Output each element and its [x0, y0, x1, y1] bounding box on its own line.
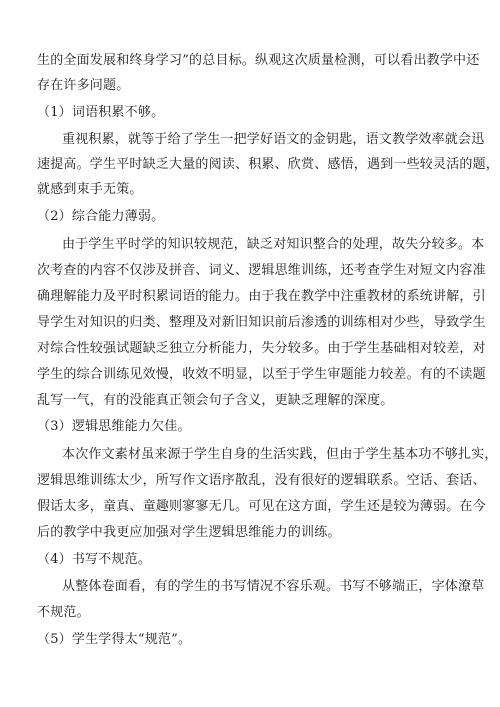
- section-2-line-5: 对综合性较强试题缺乏独立分析能力，失分较多。由于学生基础相对较差，对: [37, 341, 486, 356]
- intro-line-2: 存在许多问题。: [37, 78, 130, 93]
- section-heading-4: （4）书写不规范。: [37, 552, 152, 567]
- section-4-line-1: 从整体卷面看，有的学生的书写情况不容乐观。书写不够端正，字体潦草: [62, 579, 485, 594]
- section-3-line-4: 后的教学中我更应加强对学生逻辑思维能力的训练。: [37, 525, 341, 540]
- section-2-line-2: 次考查的内容不仅涉及拼音、词义、逻辑思维训练，还考查学生对短文内容准: [37, 263, 486, 278]
- section-3-line-1: 本次作文素材虽来源于学生自身的生活实践，但由于学生基本功不够扎实，: [62, 447, 498, 462]
- section-2-line-7: 乱写一气，有的没能真正领会句子含义，更缺乏理解的深度。: [37, 393, 394, 408]
- section-heading-3: （3）逻辑思维能力欠佳。: [37, 419, 191, 434]
- section-1-line-2: 速提高。学生平时缺乏大量的阅读、积累、欣赏、感悟，遇到一些较灵活的题，: [37, 157, 500, 172]
- section-3-line-3: 假话太多，童真、童趣则寥寥无几。可见在这方面，学生还是较为薄弱。在今: [37, 499, 486, 514]
- section-heading-2: （2）综合能力薄弱。: [37, 209, 165, 224]
- section-heading-5: （5）学生学得太“规范”。: [37, 632, 192, 647]
- section-4-line-2: 不规范。: [37, 605, 90, 620]
- section-2-line-6: 学生的综合训练见效慢，收效不明显，以至于学生审题能力较差。有的不读题: [37, 367, 486, 382]
- section-1-line-1: 重视积累，就等于给了学生一把学好语文的金钥匙，语文教学效率就会迅: [62, 132, 485, 147]
- section-2-line-4: 导学生对知识的归类、整理及对新旧知识前后渗透的训练相对少些，导致学生: [37, 315, 486, 330]
- intro-line-1: 生的全面发展和终身学习”的总目标。纵观这次质量检测，可以看出教学中还: [37, 53, 480, 68]
- section-2-line-1: 由于学生平时学的知识较规范，缺乏对知识整合的处理，故失分较多。本: [62, 237, 485, 252]
- section-3-line-2: 逻辑思维训练太少，所写作文语序散乱，没有很好的逻辑联系。空话、套话、: [37, 473, 486, 488]
- section-1-line-3: 就感到束手无策。: [37, 182, 143, 197]
- section-2-line-3: 确理解能力及平时积累词语的能力。由于我在教学中注重教材的系统讲解，引: [37, 289, 486, 304]
- section-heading-1: （1）词语积累不够。: [37, 105, 165, 120]
